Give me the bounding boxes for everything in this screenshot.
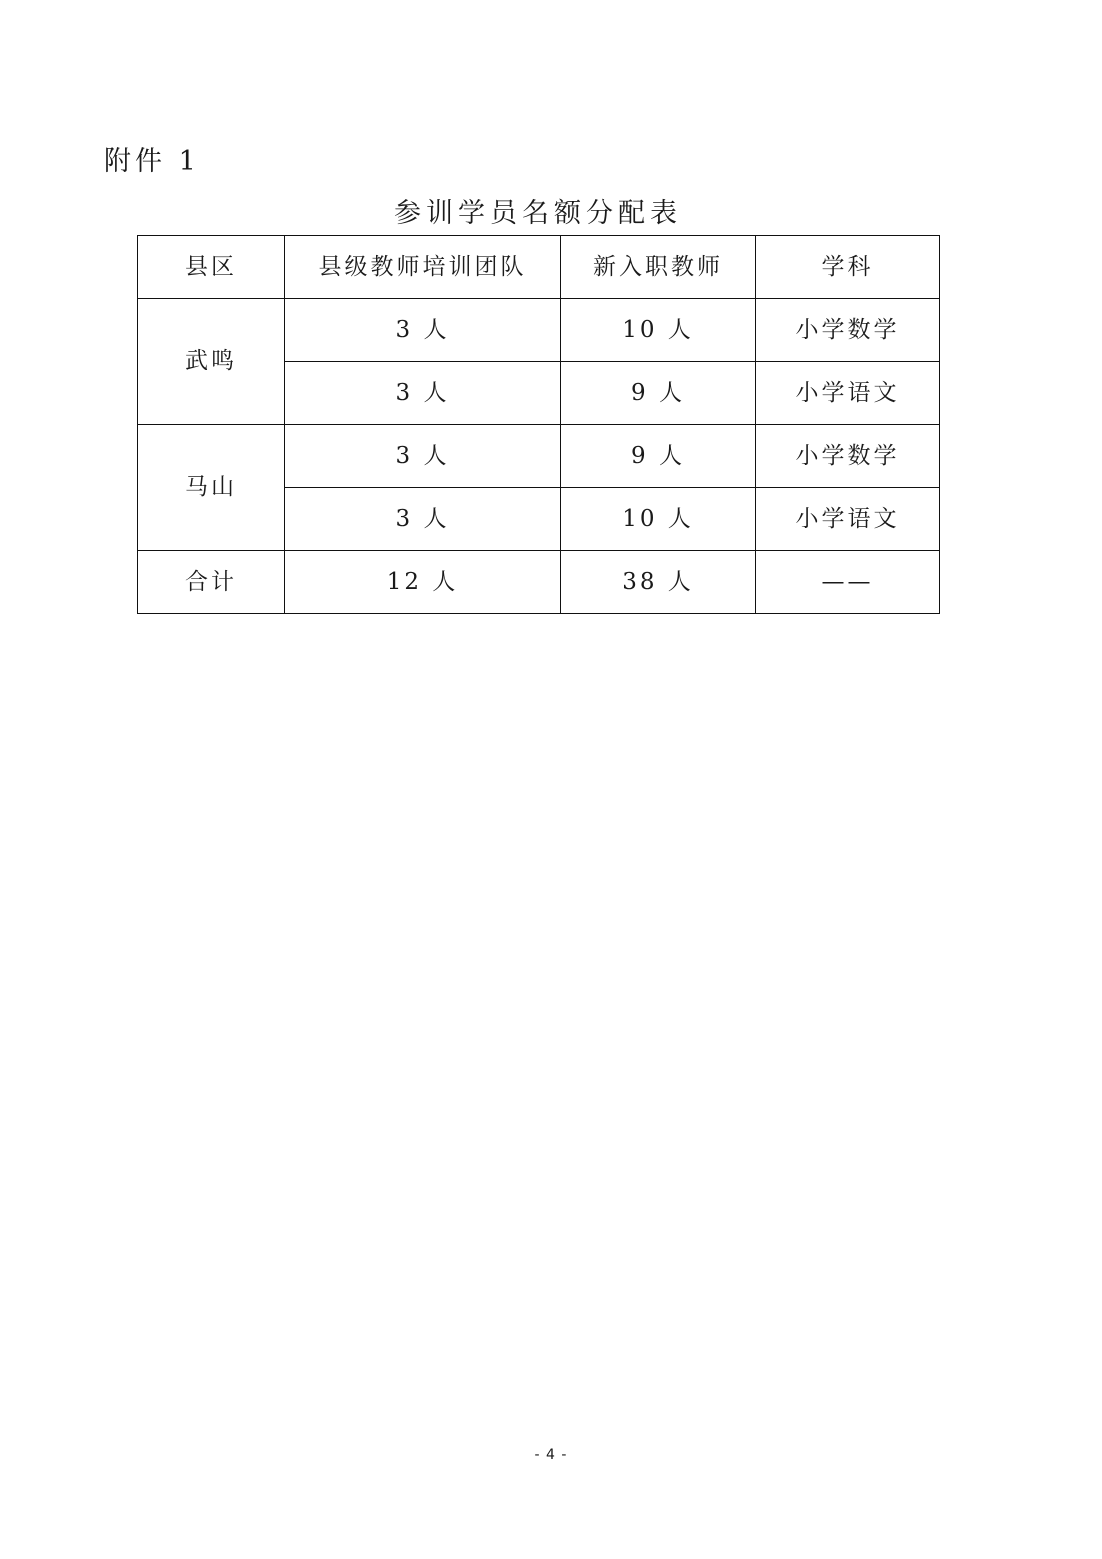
header-new-teachers: 新入职教师 <box>561 236 756 299</box>
subject-cell: 小学语文 <box>756 362 940 425</box>
team-cell: 3 人 <box>285 299 561 362</box>
subject-cell: 小学数学 <box>756 425 940 488</box>
header-subject: 学科 <box>756 236 940 299</box>
new-teachers-cell: 9 人 <box>561 425 756 488</box>
total-new-teachers-cell: 38 人 <box>561 551 756 614</box>
attachment-label: 附件 1 <box>104 146 200 177</box>
table-row <box>138 425 940 488</box>
team-cell: 3 人 <box>285 488 561 551</box>
new-teachers-cell: 9 人 <box>561 362 756 425</box>
total-row <box>138 551 940 614</box>
team-cell: 3 人 <box>285 362 561 425</box>
new-teachers-cell: 10 人 <box>561 299 756 362</box>
total-team-cell: 12 人 <box>285 551 561 614</box>
county-cell: 武鸣 <box>138 299 285 425</box>
header-county: 县区 <box>138 236 285 299</box>
new-teachers-cell: 10 人 <box>561 488 756 551</box>
county-cell: 马山 <box>138 425 285 551</box>
subject-cell: 小学语文 <box>756 488 940 551</box>
team-cell: 3 人 <box>285 425 561 488</box>
quota-allocation-table <box>137 235 940 614</box>
total-label: 合计 <box>138 551 285 614</box>
header-team: 县级教师培训团队 <box>285 236 561 299</box>
page-number: - 4 - <box>534 1447 568 1463</box>
table-header-row <box>138 236 940 299</box>
subject-cell: 小学数学 <box>756 299 940 362</box>
table-title: 参训学员名额分配表 <box>394 198 682 229</box>
table-row <box>138 299 940 362</box>
total-subject-cell: —— <box>756 551 940 614</box>
